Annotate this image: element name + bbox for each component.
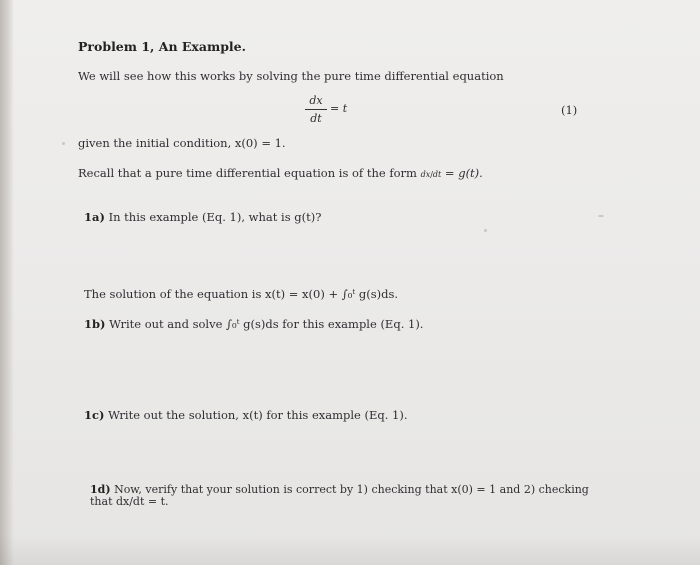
- initial-condition-text: given the initial condition, x(0) = 1.: [78, 136, 286, 150]
- paper-speck: [484, 229, 487, 232]
- question-1b-label: 1b): [84, 317, 106, 331]
- equation-1: [305, 94, 365, 128]
- fraction-bar: [305, 109, 327, 110]
- question-1c: [84, 409, 408, 423]
- recall-suffix: = g(t).: [444, 166, 483, 180]
- equation-number: (1): [561, 103, 578, 117]
- question-1d-line1: Now, verify that your solution is correct by 1) checking that x(0) = 1 and 2) checking: [114, 483, 589, 496]
- question-1a-label: 1a): [84, 210, 105, 224]
- equation-rhs: = t: [330, 102, 348, 115]
- problem-title: Problem 1, An Example.: [78, 39, 246, 54]
- paper-speck: [598, 215, 604, 217]
- recall-text: Recall that a pure time differential equation is of the form dx/dt = g(t).: [78, 166, 483, 180]
- page-binding-edge: [0, 0, 14, 565]
- recall-form-den: dt: [432, 170, 442, 179]
- recall-form-num: dx: [420, 170, 431, 179]
- paper-speck: [62, 142, 65, 145]
- equation-fraction: [305, 94, 327, 125]
- solution-formula-text: The solution of the equation is x(t) = x(0) + ∫₀ᵗ g(s)ds.: [84, 287, 399, 301]
- equation-denominator: dt: [310, 112, 322, 125]
- question-1a: [84, 211, 321, 225]
- question-1b: [84, 318, 423, 332]
- equation-numerator: dx: [309, 94, 323, 107]
- question-1d-line2: that dx/dt = t.: [90, 495, 169, 508]
- question-1a-text: In this example (Eq. 1), what is g(t)?: [108, 210, 322, 224]
- question-1c-label: 1c): [84, 408, 105, 422]
- question-1d-label: 1d): [90, 483, 111, 496]
- question-1c-text: Write out the solution, x(t) for this example (Eq. 1).: [108, 408, 408, 422]
- page-shadow: [0, 535, 700, 565]
- intro-text: We will see how this works by solving the pure time differential equation: [78, 69, 504, 83]
- recall-prefix: Recall that a pure time differential equation is of the form: [78, 166, 417, 180]
- question-1b-text: Write out and solve ∫₀ᵗ g(s)ds for this example (Eq. 1).: [109, 317, 424, 331]
